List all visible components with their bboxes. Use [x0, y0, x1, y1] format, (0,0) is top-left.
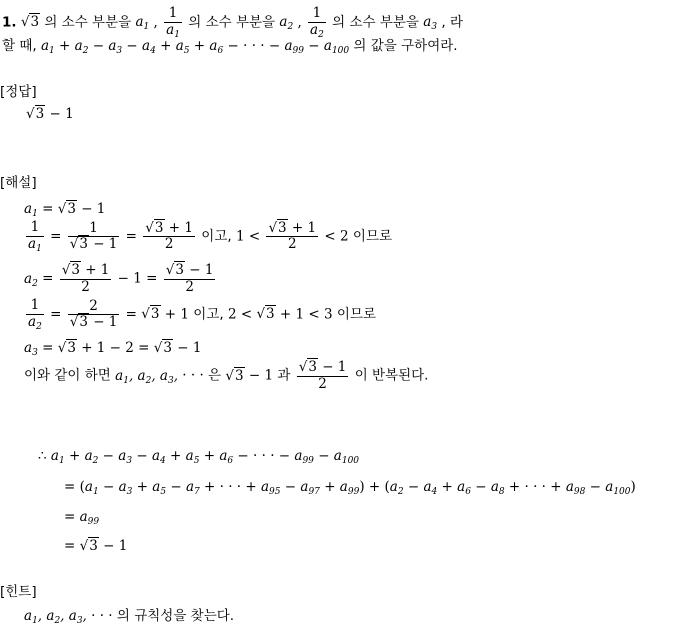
solution-step-9: = $a_{99}$	[64, 509, 100, 527]
solution-step-6: 이와 같이 하면 $a_1$, $a_2$, $a_3$, · · · 은 √3 − 1 과 $\frac{√3 - 1}{2}$ 이 반복된다.	[24, 359, 429, 392]
solution-step-7: ∴ $a_1 + a_2 - a_3 - a_4 + a_5 + a_6$ − · · · − $a_{99} - a_{100}$	[38, 448, 360, 466]
sqrt3: √3	[20, 14, 40, 31]
problem-line-1: 1. √3 의 소수 부분을 $a_1$ , $\frac{1}{a_1}$ 의 소수 부분을 $a_2$ , $\frac{1}{a_2}$ 의 소수 부분을 $a_3$ , 라	[2, 5, 463, 40]
fraction-1-over-a2: $\frac{1}{a_2}$	[310, 5, 324, 40]
problem-number: 1.	[2, 14, 17, 31]
answer-label: [정답]	[0, 84, 37, 100]
solution-label: [해설]	[0, 175, 37, 191]
solution-step-1: $a_1 = √3 - 1$	[24, 201, 106, 219]
solution-step-10: = √3 − 1	[64, 538, 128, 554]
fraction-1-over-a1: $\frac{1}{a_1}$	[166, 5, 180, 40]
hint-text: $a_1$, $a_2$, $a_3$, · · · 의 규칙성을 찾는다.	[24, 608, 235, 626]
solution-step-3: $a_2$ = $\frac{√3 + 1}{2}$ − 1 = $\frac{√3 - 1}{2}$	[24, 262, 214, 295]
problem-line-2: 할 때, $a_1 + a_2 - a_3 - a_4 + a_5 + a_6$ − · · · − $a_{99} - a_{100}$ 의 값을 구하여라.	[2, 38, 458, 56]
series-expression: $a_1 + a_2 - a_3 - a_4 + a_5 + a_6$ − · · · − $a_{99} - a_{100}$	[40, 38, 350, 56]
solution-step-2: $\frac{1}{a_1}$ = $\frac{1}{√3 - 1}$ = $\frac{√3 + 1}{2}$ 이고, 1 < $\frac{√3 + 1}{2}$ < 2 이므로	[28, 219, 393, 254]
solution-step-4: $\frac{1}{a_2}$ = $\frac{2}{√3 - 1}$ = √3 + 1 이고, 2 < √3 + 1 < 3 이므로	[28, 297, 377, 332]
solution-step-5: $a_3 = √3 + 1 - 2 = √3 - 1$	[24, 340, 202, 358]
hint-label: [힌트]	[0, 584, 37, 600]
solution-step-8: = ($a_1 - a_3 + a_5 - a_7$ + · · · + $a_{95} - a_{97} + a_{99}) + (a_2 - a_4 + a_6 - a_8$ + · · · + $a_{98} - a_{100}$)	[64, 479, 636, 497]
answer-value: √3 − 1	[26, 106, 74, 122]
